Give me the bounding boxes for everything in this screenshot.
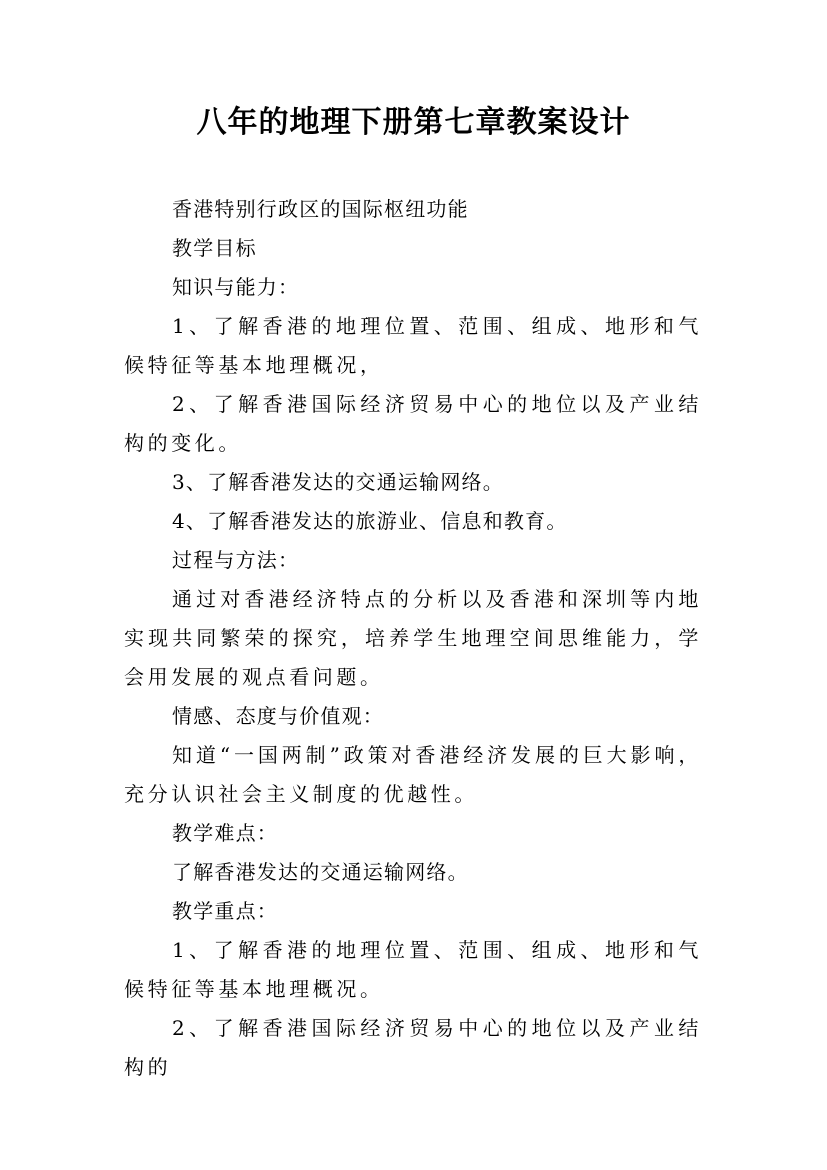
difficulty-item: 了解香港发达的交通运输网络。 [172, 860, 469, 884]
section-heading-objectives: 教学目标 [172, 236, 257, 260]
key-point-item: 2、了解香港国际经济贸易中心的地位以及产业结构的 [124, 1016, 702, 1079]
objective-item: 1、了解香港的地理位置、范围、组成、地形和气候特征等基本地理概况， [124, 314, 702, 377]
objective-item: 3、了解香港发达的交通运输网络。 [172, 470, 504, 494]
subheading-knowledge: 知识与能力： [172, 275, 300, 299]
process-paragraph: 通过对香港经济特点的分析以及香港和深圳等内地实现共同繁荣的探究，培养学生地理空间思维能力，学会用发展的观点看问题。 [124, 587, 702, 689]
subheading-process: 过程与方法： [172, 548, 300, 572]
objective-item: 4、了解香港发达的旅游业、信息和教育。 [172, 509, 568, 533]
attitude-paragraph: 知道“一国两制”政策对香港经济发展的巨大影响，充分认识社会主义制度的优越性。 [124, 743, 702, 806]
section-heading-topic: 香港特别行政区的国际枢纽功能 [172, 197, 469, 221]
key-point-item: 1、了解香港的地理位置、范围、组成、地形和气候特征等基本地理概况。 [124, 938, 702, 1001]
subheading-attitude: 情感、态度与价值观： [172, 704, 384, 728]
subheading-key-points: 教学重点： [172, 899, 278, 923]
document-title: 八年的地理下册第七章教案设计 [196, 105, 631, 140]
objective-item: 2、了解香港国际经济贸易中心的地位以及产业结构的变化。 [124, 392, 702, 455]
subheading-difficulty: 教学难点： [172, 821, 278, 845]
document-body [124, 190, 702, 1087]
